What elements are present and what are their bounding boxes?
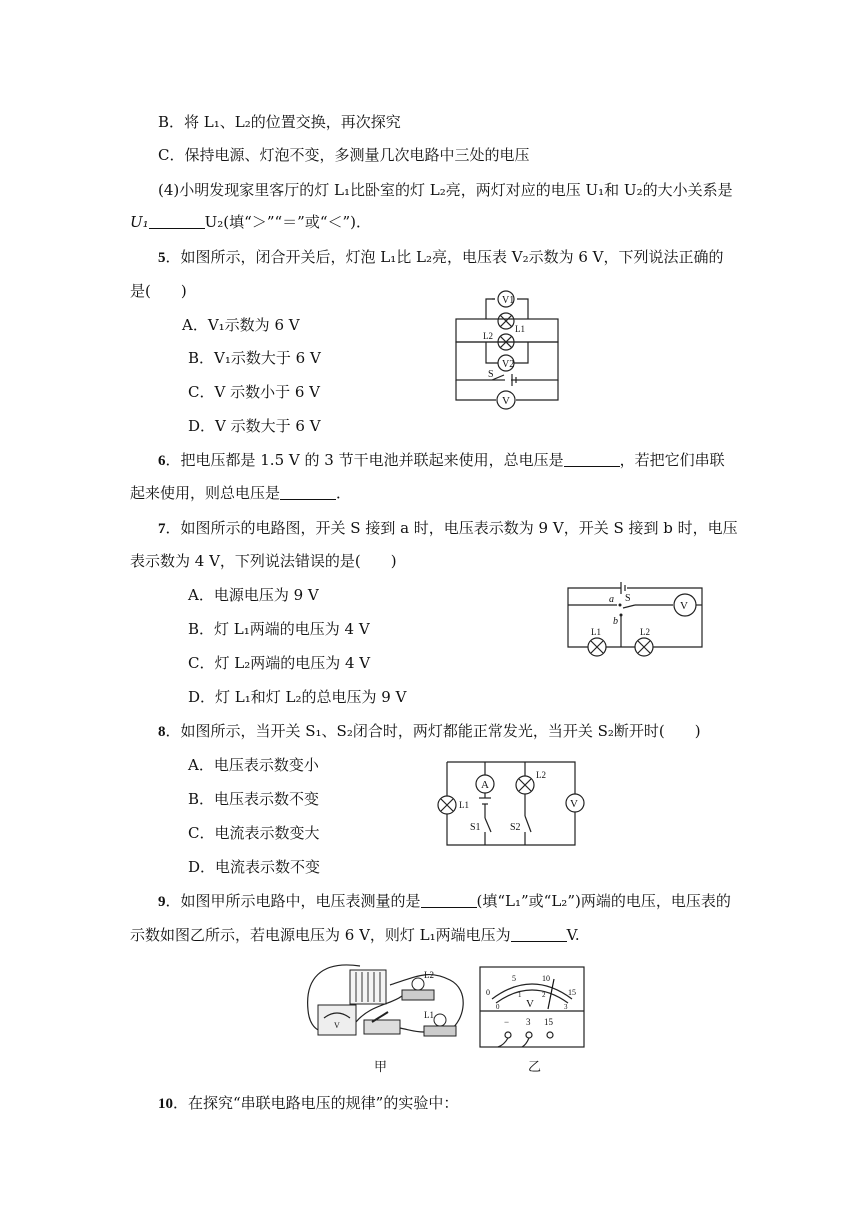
v2-label: V2 [502, 359, 515, 370]
q5-stem-line2: 是( ) [130, 282, 187, 300]
v1-label: V1 [502, 295, 515, 306]
terminal-15: 15 [544, 1017, 553, 1027]
answer-blank [149, 214, 205, 229]
q4-part4-line2 [130, 212, 371, 232]
l1-label: L1 [591, 627, 601, 637]
q7-stem-line1 [158, 518, 738, 539]
switch-s-label: S [625, 593, 631, 604]
q5-stem-line1 [158, 247, 724, 268]
q4-part4-tail: U₂(填“＞”“＝”或“＜”)． [204, 213, 372, 231]
q6-stem-line2 [130, 483, 351, 503]
q10-stem [158, 1093, 458, 1114]
q5-option-d: D．V 示数大于 6 V [188, 417, 321, 435]
a-label: A [481, 779, 489, 791]
q8-option-d: D．电流表示数不变 [188, 858, 321, 876]
lamp-l1-device-icon [424, 1026, 456, 1036]
q8-number: 8 [158, 724, 166, 740]
s2-label: S2 [510, 822, 521, 833]
s1-label: S1 [470, 822, 481, 833]
q5-option-c: C．V 示数小于 6 V [188, 383, 320, 401]
scale-bottom-2: 2 [542, 991, 546, 999]
q6-stem-line1 [158, 450, 725, 471]
fig9-caption-jia: 甲 [374, 1060, 388, 1075]
svg-text:V: V [334, 1021, 340, 1030]
answer-blank [564, 452, 620, 467]
q9-text-a: ．如图甲所示电路中，电压表测量的是 [165, 892, 421, 910]
q8-stem-text: ．如图所示，当开关 S₁、S₂闭合时，两灯都能正常发光，当开关 S₂断开时( ) [165, 722, 701, 740]
q8-option-b: B．电压表示数不变 [188, 790, 320, 808]
q8-option-a: A．电压表示数变小 [188, 756, 319, 774]
contact-b-label: b [613, 616, 618, 627]
q6-text-a: ．把电压都是 1.5 V 的 3 节干电池并联起来使用，总电压是 [165, 451, 564, 469]
q7-option-a: A．电源电压为 9 V [188, 586, 319, 604]
q7-stem-line2: 表示数为 4 V，下列说法错误的是( ) [130, 552, 397, 570]
q4-option-c: C．保持电源、灯泡不变，多测量几次电路中三处的电压 [158, 146, 530, 164]
answer-blank [280, 485, 336, 500]
q8-option-c: C．电流表示数变大 [188, 824, 320, 842]
scale-top-5: 5 [512, 974, 516, 983]
q5-option-a: A．V₁示数为 6 V [182, 316, 300, 334]
q9-voltmeter-dial-yi [478, 965, 588, 1050]
q7-option-b: B．灯 L₁两端的电压为 4 V [188, 620, 370, 638]
q7-stem-text: ．如图所示的电路图，开关 S 接到 a 时，电压表示数为 9 V，开关 S 接到 b 时，电压 [165, 519, 738, 537]
meter-letter: V [526, 998, 534, 1010]
terminal-3: 3 [526, 1017, 531, 1027]
q10-number: 10 [158, 1096, 173, 1112]
fig9-l1-label: L1 [424, 1010, 434, 1020]
switch-s-label: S [488, 369, 494, 380]
q9-number: 9 [158, 894, 166, 910]
u1-symbol: U₁ [130, 213, 149, 231]
v-label: V [570, 798, 578, 810]
q5-circuit-diagram [452, 287, 572, 412]
q7-option-c: C．灯 L₂两端的电压为 4 V [188, 654, 371, 672]
v-label: V [502, 395, 510, 407]
l1-label: L1 [515, 324, 525, 334]
q5-option-b: B．V₁示数大于 6 V [188, 349, 321, 367]
q5-number: 5 [158, 250, 166, 266]
q7-circuit-diagram [565, 578, 705, 653]
q6-text-c: 起来使用，则总电压是 [130, 484, 281, 502]
fig9-l2-label: L2 [424, 970, 434, 980]
q9-text-c: 示数如图乙所示，若电源电压为 6 V，则灯 L₁两端电压为 [130, 926, 511, 944]
voltmeter-device-icon [318, 1005, 356, 1035]
scale-bottom-0: 0 [496, 1003, 500, 1011]
contact-a-label: a [609, 594, 614, 605]
q9-stem-line1 [158, 891, 731, 912]
l2-label: L2 [536, 770, 546, 780]
q7-option-d: D．灯 L₁和灯 L₂的总电压为 9 V [188, 688, 407, 706]
q4-option-b: B．将 L₁、L₂的位置交换，再次探究 [158, 113, 401, 131]
v-label: V [680, 600, 688, 612]
q8-circuit-diagram [437, 760, 587, 850]
q8-stem [158, 721, 701, 742]
q9-text-d: V. [566, 926, 580, 944]
q6-number: 6 [158, 453, 166, 469]
scale-top-0: 0 [486, 988, 490, 997]
q6-text-b: ，若把它们串联 [619, 451, 725, 469]
fig9-caption-yi: 乙 [528, 1060, 542, 1075]
terminal-minus: − [504, 1017, 510, 1027]
switch-device-icon [364, 1020, 400, 1034]
scale-bottom-1: 1 [518, 991, 522, 999]
l2-label: L2 [640, 627, 650, 637]
answer-blank [511, 927, 567, 942]
q10-stem-text: ．在探究“串联电路电压的规律”的实验中： [173, 1094, 459, 1112]
q4-part4-line1: (4)小明发现家里客厅的灯 L₁比卧室的灯 L₂亮，两灯对应的电压 U₁和 U₂的大小关系是 [158, 181, 733, 199]
scale-top-10: 10 [542, 974, 550, 983]
scale-bottom-3: 3 [564, 1003, 568, 1011]
q6-text-d: ． [336, 484, 352, 502]
lamp-l2-device-icon [402, 990, 434, 1000]
l1-label: L1 [459, 800, 469, 810]
scale-top-15: 15 [568, 988, 576, 997]
q5-stem-text: ．如图所示，闭合开关后，灯泡 L₁比 L₂亮，电压表 V₂示数为 6 V，下列说法正确的 [165, 248, 724, 266]
answer-blank [421, 893, 477, 908]
q9-physical-circuit-jia [300, 960, 470, 1045]
q7-number: 7 [158, 521, 166, 537]
l2-label: L2 [483, 331, 493, 341]
q9-stem-line2 [130, 925, 580, 945]
q9-text-b: (填“L₁”或“L₂”)两端的电压，电压表的 [476, 892, 731, 910]
